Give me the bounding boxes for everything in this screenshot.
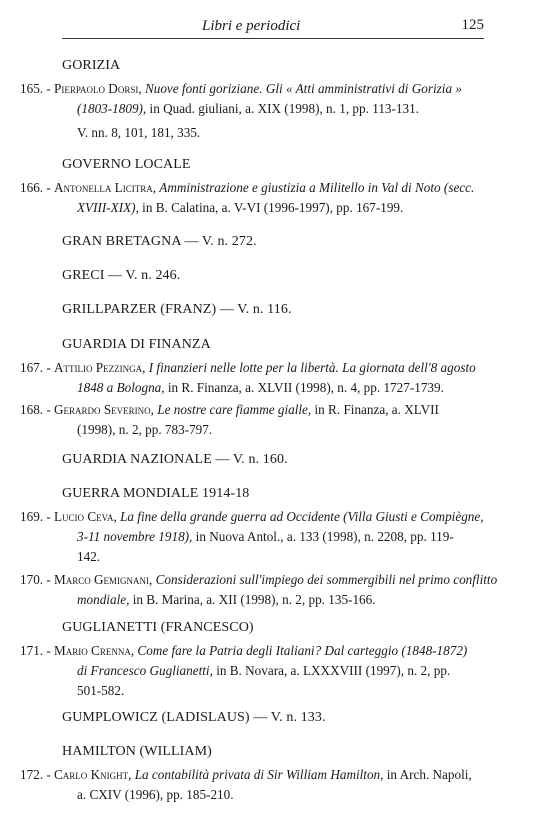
section-heading-guardia-nazionale: GUARDIA NAZIONALE — V. n. 160. [62,452,288,467]
section-heading-governo-locale: GOVERNO LOCALE [62,157,191,172]
entry-title: Nuove fonti goriziane. Gli « Atti amministrativi di Gorizia » [144,81,462,96]
entry-number: 171. - [20,643,51,658]
section-heading-gumplowicz: GUMPLOWICZ (LADISLAUS) — V. n. 133. [62,710,326,725]
entry-source: in R. Finanza, a. XLVII [311,402,439,417]
bibliography-entry-170 [20,570,498,610]
entry-source-cont: 142. [77,549,101,564]
bibliography-entry-168 [20,400,488,440]
entry-title: La contabilità privata di Sir William Hamilton, [134,767,384,782]
entry-author: Lucio Ceva, [54,509,117,524]
running-header [62,16,484,39]
entry-author: Marco Gemignani, [54,572,153,587]
entry-source: in Nuova Antol., a. 133 (1998), n. 2208, pp. 119- [192,529,454,544]
entry-title-cont: 1848 a Bologna, [77,380,165,395]
entry-title-cont: 3-11 novembre 1918), [77,529,193,544]
entry-number: 169. - [20,509,51,524]
entry-author: Attilio Pezzinga, [54,360,146,375]
entry-title: Amministrazione e giustizia a Militello in Val di Noto (secc. [159,180,475,195]
entry-author: Gerardo Severino, [54,402,154,417]
bibliography-entry-172 [20,765,488,805]
bibliography-entry-166 [20,178,488,218]
section-heading-gorizia: GORIZIA [62,58,121,73]
entry-number: 168. - [20,402,51,417]
entry-number: 170. - [20,572,51,587]
section-heading-guglianetti: GUGLIANETTI (FRANCESCO) [62,620,254,635]
cross-reference-gorizia: V. nn. 8, 101, 181, 335. [77,125,201,140]
entry-source-cont: 501-582. [77,683,125,698]
entry-number: 166. - [20,180,51,195]
entry-title-cont: XVIII-XIX), [77,200,139,215]
page-number: 125 [461,17,484,33]
bibliography-entry-171 [20,641,488,701]
entry-title-cont: (1803-1809), [77,101,147,116]
entry-title-cont: di Francesco Guglianetti, [77,663,213,678]
entry-source-cont: a. CXIV (1996), pp. 185-210. [77,787,234,802]
entry-source: in Quad. giuliani, a. XIX (1998), n. 1, pp. 113-131. [146,101,419,116]
entry-title: I finanzieri nelle lotte per la libertà. La giornata dell'8 agosto [148,360,476,375]
entry-source: in B. Novara, a. LXXXVIII (1997), n. 2, pp. [212,663,451,678]
section-heading-guardia-di-finanza: GUARDIA DI FINANZA [62,337,211,352]
bibliography-entry-167 [20,358,488,398]
section-heading-grillparzer: GRILLPARZER (FRANZ) — V. n. 116. [62,302,292,317]
entry-source: in B. Marina, a. XII (1998), n. 2, pp. 135-166. [129,592,376,607]
entry-number: 172. - [20,767,51,782]
bibliography-entry-165 [20,79,488,119]
entry-title: Considerazioni sull'impiego dei sommergibili nel primo conflitto [155,572,498,587]
entry-source: in B. Calatina, a. V-VI (1996-1997), pp. 167-199. [138,200,404,215]
running-title: Libri e periodici [202,18,301,34]
entry-author: Carlo Knight, [54,767,132,782]
entry-number: 167. - [20,360,51,375]
section-heading-greci: GRECI — V. n. 246. [62,268,181,283]
section-heading-hamilton: HAMILTON (WILLIAM) [62,744,212,759]
entry-author: Mario Crenna, [54,643,135,658]
entry-source-cont: (1998), n. 2, pp. 783-797. [77,422,213,437]
entry-author: Pierpaolo Dorsi, [54,81,142,96]
entry-title: La fine della grande guerra ad Occidente (Villa Giusti e Compiègne, [120,509,484,524]
entry-source: in Arch. Napoli, [383,767,472,782]
section-heading-gran-bretagna: GRAN BRETAGNA — V. n. 272. [62,234,257,249]
entry-source: in R. Finanza, a. XLVII (1998), n. 4, pp. 1727-1739. [164,380,444,395]
entry-title: Come fare la Patria degli Italiani? Dal carteggio (1848-1872) [137,643,468,658]
entry-number: 165. - [20,81,51,96]
bibliography-entry-169 [20,507,488,567]
entry-title-cont: mondiale, [77,592,130,607]
entry-title: Le nostre care fiamme gialle, [157,402,312,417]
section-heading-guerra-mondiale: GUERRA MONDIALE 1914-18 [62,486,250,501]
entry-author: Antonella Licitra, [54,180,156,195]
